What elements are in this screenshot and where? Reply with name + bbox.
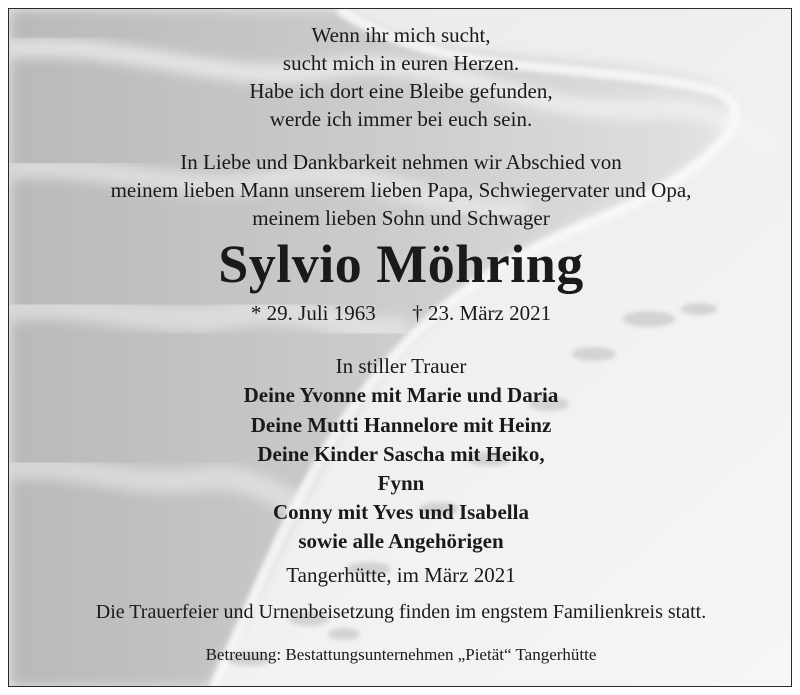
ceremony-notice: Die Trauerfeier und Urnenbeisetzung finden im engstem Familienkreis statt. <box>95 601 707 623</box>
deceased-name: Sylvio Möhring <box>218 234 584 294</box>
place-and-date: Tangerhütte, im März 2021 <box>286 563 516 587</box>
mourner-line: Fynn <box>377 471 425 495</box>
mourner-line: Conny mit Yves und Isabella <box>273 500 529 524</box>
mourning-heading: In stiller Trauer <box>335 354 467 378</box>
intro-line: In Liebe und Dankbarkeit nehmen wir Abschied von <box>180 150 622 174</box>
obituary-text <box>9 9 792 687</box>
intro-line: meinem lieben Sohn und Schwager <box>252 206 550 230</box>
poem-line: werde ich immer bei euch sein. <box>269 107 533 131</box>
mourner-line: Deine Mutti Hannelore mit Heinz <box>250 413 552 437</box>
birth-date: * 29. Juli 1963 <box>250 301 376 325</box>
mourner-line: sowie alle Angehörigen <box>298 529 504 553</box>
poem-line: Habe ich dort eine Bleibe gefunden, <box>249 79 553 103</box>
intro-line: meinem lieben Mann unserem lieben Papa, Schwiegervater und Opa, <box>110 178 692 202</box>
undertaker-notice: Betreuung: Bestattungsunternehmen „Pietät“ Tangerhütte <box>205 645 597 664</box>
poem-line: sucht mich in euren Herzen. <box>282 51 520 75</box>
mourner-line: Deine Yvonne mit Marie und Daria <box>243 383 559 407</box>
life-dates <box>9 301 792 326</box>
poem-line: Wenn ihr mich sucht, <box>311 23 491 47</box>
obituary-card <box>8 8 792 687</box>
death-date: † 23. März 2021 <box>412 301 552 325</box>
mourner-line: Deine Kinder Sascha mit Heiko, <box>257 442 545 466</box>
